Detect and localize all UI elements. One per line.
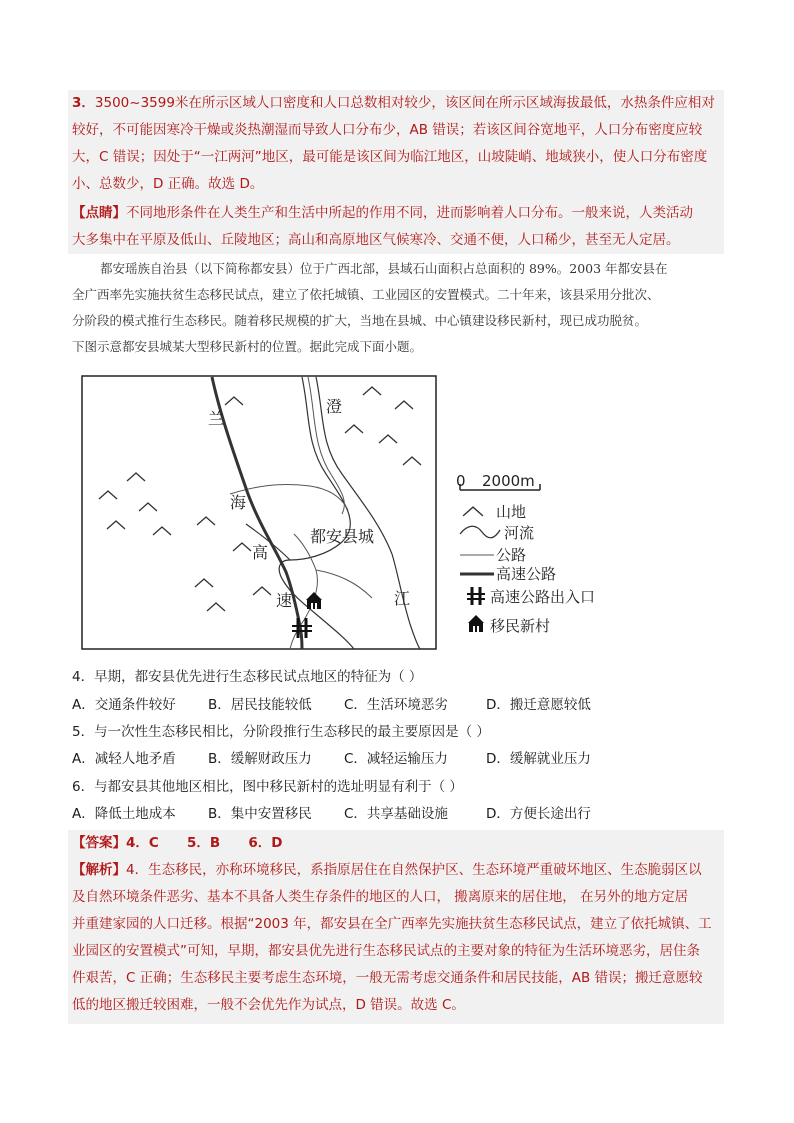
legend-river-icon: [460, 526, 500, 538]
dianjing-tag: 【点睛】: [72, 205, 126, 221]
scale-value: 2000m: [482, 472, 535, 490]
passage-line-2: 全广西率先实施扶贫生态移民试点，建立了依托城镇、工业园区的安置模式。二十年来，该县采用分批次、: [72, 287, 660, 302]
dianjing-text-1: 不同地形条件在人类生产和生活中所起的作用不同，进而影响着人口分布。一般来说，人类活动: [126, 205, 693, 221]
q3-line-4: 小、总数少，D 正确。故选 D。: [72, 176, 264, 192]
passage-line-4: 下图示意都安县城某大型移民新村的位置。据此完成下面小题。: [72, 339, 423, 354]
answer-line: [72, 830, 282, 857]
label-jiang: 江: [394, 589, 411, 608]
answer-text: 4．C 5．B 6．D: [126, 835, 283, 851]
scale-bar: [456, 472, 540, 490]
analysis-line-3: 并重建家园的人口迁移。根据“2003 年，都安县在全广西率先实施扶贫生态移民试点，建立了依托城镇、工: [72, 916, 712, 932]
label-hai: 海: [230, 493, 247, 512]
q6-stem: 6．与都安县其他地区相比，图中移民新村的选址明显有利于（ ）: [72, 779, 463, 795]
q4-option-b[interactable]: B．居民技能较低: [208, 697, 312, 713]
dianjing-line-2: 大多集中在平原及低山、丘陵地区；高山和高原地区气候寒冷、交通不便，人口稀少，甚至无人定居。: [72, 232, 680, 248]
label-su: 速: [276, 591, 293, 610]
legend-exit-icon: [467, 587, 485, 605]
analysis-line-2: 及自然环境条件恶劣、基本不具备人类生存条件的地区的人口， 搬离原来的居住地， 在另外的地方定居: [72, 889, 689, 905]
q5-stem: 5．与一次性生态移民相比，分阶段推行生态移民的最主要原因是（ ）: [72, 724, 490, 740]
analysis-line-6: 低的地区搬迁较困难，一般不会优先作为试点，D 错误。故选 C。: [72, 997, 465, 1013]
analysis-text-1: 4．生态移民，亦称环境移民，系指原居住在自然保护区、生态环境严重破坏地区、生态脆弱区以: [126, 862, 702, 878]
q6-option-b[interactable]: B．集中安置移民: [208, 806, 312, 822]
q4-option-c[interactable]: C．生活环境恶劣: [344, 697, 448, 713]
label-gao: 高: [252, 543, 269, 562]
answer-tag: 【答案】: [72, 835, 126, 851]
q6-option-c[interactable]: C．共享基础设施: [344, 806, 448, 822]
legend-village-icon: [468, 615, 484, 632]
dianjing-line-1: [72, 200, 693, 227]
scale-zero: 0: [456, 472, 466, 490]
passage-line-1: 都安瑶族自治县（以下简称都安县）位于广西北部，县域石山面积占总面积的 89%。2003 年都安县在: [100, 261, 668, 276]
legend-village: 移民新村: [490, 617, 551, 635]
analysis-line-5: 件艰苦，C 正确；生态移民主要考虑生态环境，一般无需考虑交通条件和居民技能，AB 错误；搬迁意愿较: [72, 970, 703, 986]
label-cheng: 澄: [326, 397, 343, 416]
q5-option-c[interactable]: C．减轻运输压力: [344, 751, 448, 767]
analysis-tag: 【解析】: [72, 862, 126, 878]
q5-option-b[interactable]: B．缓解财政压力: [208, 751, 312, 767]
q4-option-a[interactable]: A．交通条件较好: [72, 697, 176, 713]
map-frame: [82, 376, 436, 649]
legend-river: 河流: [504, 524, 535, 542]
label-county: 都安县城: [310, 527, 375, 546]
q4-stem: 4．早期，都安县优先进行生态移民试点地区的特征为（ ）: [72, 669, 423, 685]
q3-line-1: [72, 90, 715, 117]
legend-highway: 高速公路: [496, 565, 557, 583]
q5-option-a[interactable]: A．减轻人地矛盾: [72, 751, 176, 767]
q4-option-d[interactable]: D．搬迁意愿较低: [486, 697, 591, 713]
q3-line-3: 大，C 错误；因处于“一江两河”地区，最可能是该区间为临江地区，山坡陡峭、地域狭小，使人口分布密度: [72, 149, 708, 165]
legend-exit: 高速公路出入口: [490, 588, 596, 606]
q5-option-d[interactable]: D．缓解就业压力: [486, 751, 591, 767]
q6-option-d[interactable]: D．方便长途出行: [486, 806, 591, 822]
legend-symbols: [460, 507, 500, 632]
map-figure: [80, 374, 620, 654]
q3-text-1: 3500~3599米在所示区域人口密度和人口总数相对较少，该区间在所示区域海拔最低，水热条件应相对: [94, 95, 715, 111]
analysis-line-1: [72, 857, 702, 884]
q6-option-a[interactable]: A．降低土地成本: [72, 806, 176, 822]
legend-mountain: 山地: [496, 503, 527, 521]
passage-line-3: 分阶段的模式推行生态移民。随着移民规模的扩大，当地在县城、中心镇建设移民新村，现已成功脱贫。: [72, 313, 648, 328]
legend-road: 公路: [496, 546, 527, 564]
q3-number: 3．: [72, 95, 95, 111]
analysis-line-4: 业园区的安置模式”可知，早期，都安县优先进行生态移民试点的主要对象的特征为生活环境恶劣，居住条: [72, 943, 700, 959]
q3-line-2: 较好，不可能因寒冷干燥或炎热潮湿而导致人口分布少，AB 错误；若该区间谷宽地平，人口分布密度应较: [72, 122, 703, 138]
label-lan: 兰: [208, 409, 225, 428]
